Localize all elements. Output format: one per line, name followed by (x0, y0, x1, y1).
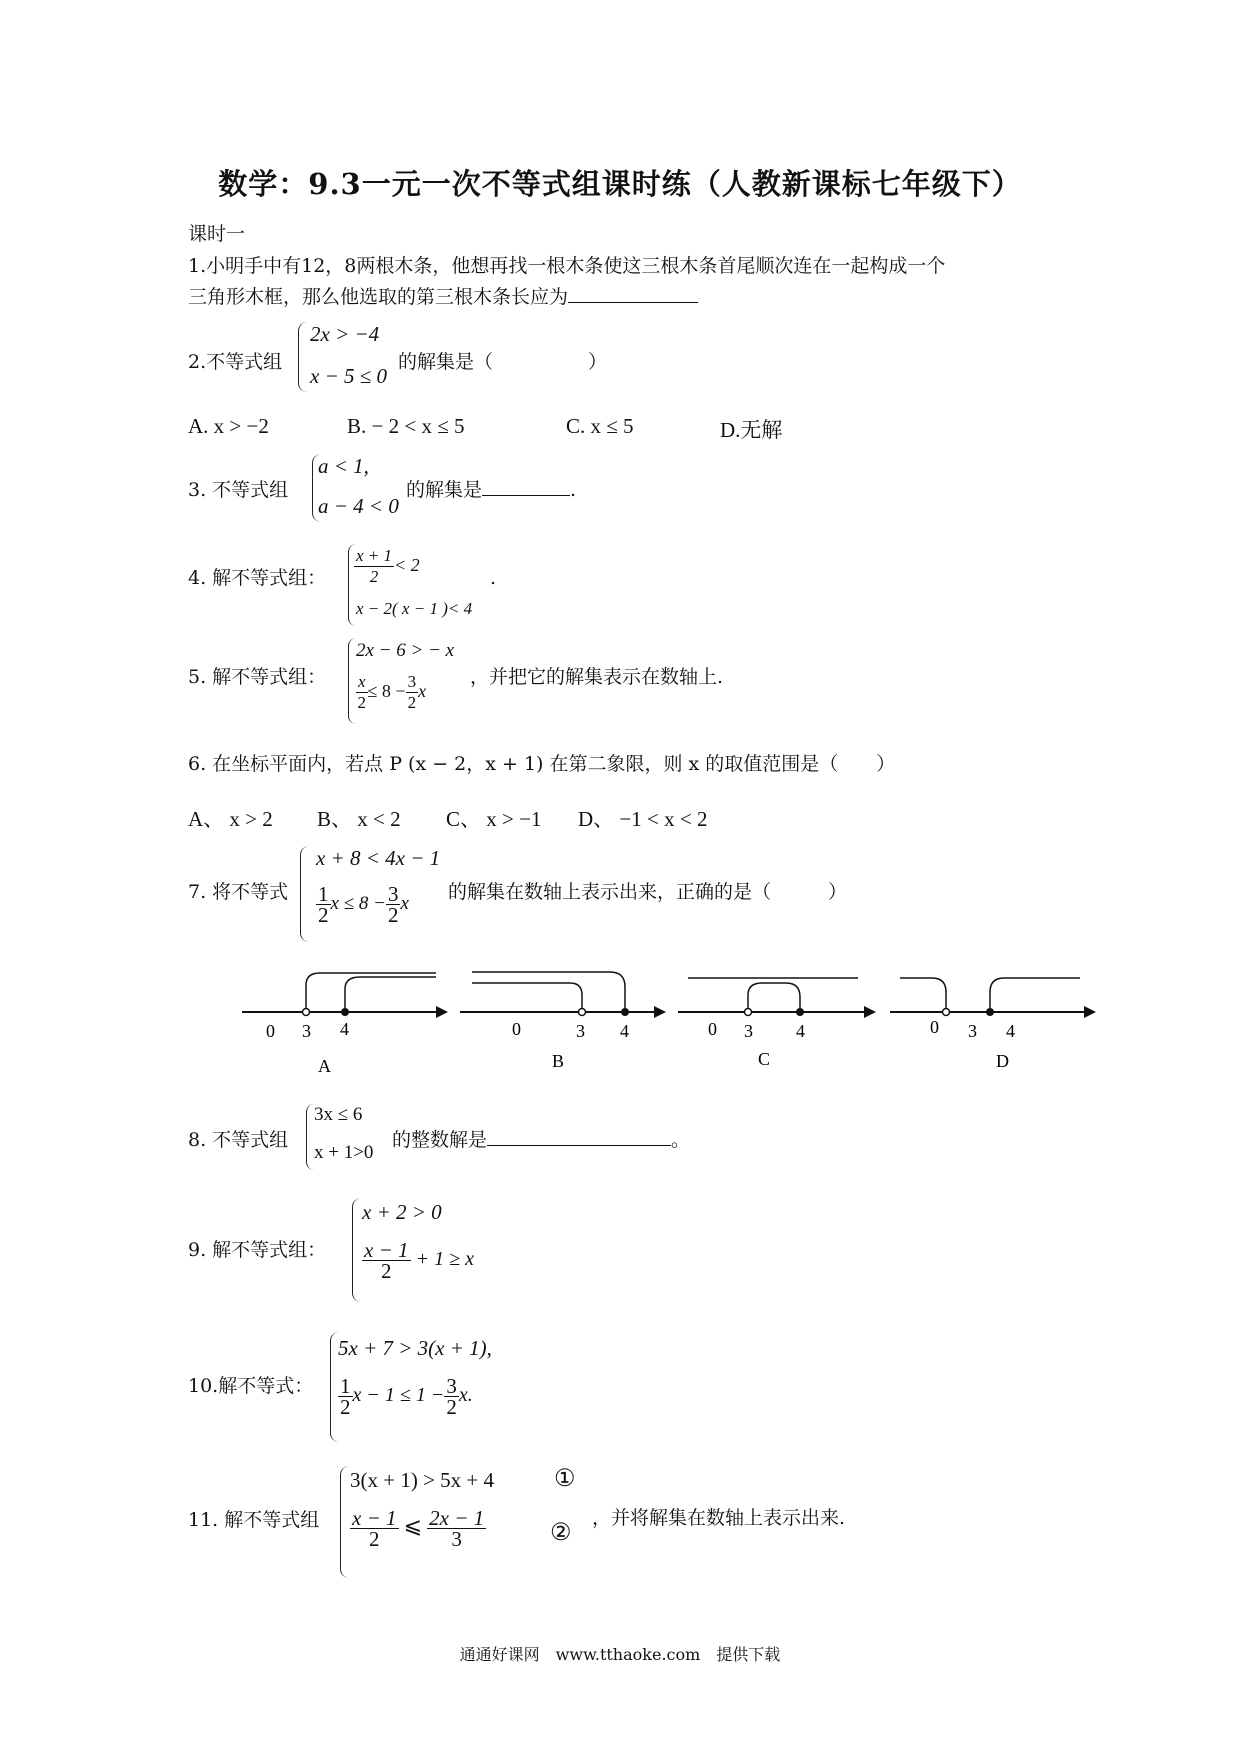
q6-option-c: C、 x > −1 (446, 807, 542, 831)
numberline-b (460, 972, 666, 1071)
q8-tail-text: 的整数解是 (392, 1129, 488, 1151)
q6-option-b: B、 x < 2 (317, 807, 401, 831)
q11-tail: ，并将解集在数轴上表示出来. (592, 1507, 846, 1529)
q11-mark-2: ② (550, 1518, 572, 1546)
q5-fraction-x2: $\frac{x}{2}$ (357, 672, 367, 712)
numberline-d (890, 978, 1096, 1071)
q1-line1: 1.小明手中有12，8两根木条，他想再找一根木条使这三根木条首尾顺次连在一起构成一个 (188, 255, 946, 277)
q8-answer-blank (487, 1145, 671, 1146)
range-a-from-3 (306, 973, 436, 1012)
q7-eq2-x: x (400, 893, 409, 914)
q11-denominator-2: 3 (451, 1527, 462, 1551)
q6-option-d: D、 −1 < x < 2 (578, 807, 708, 831)
tick-c-4: 4 (796, 1021, 805, 1041)
q10-label: 10.解不等式： (188, 1375, 314, 1397)
q10-eq1: 5x + 7 > 3(x + 1), (338, 1336, 492, 1360)
open-dot-c-3 (745, 1009, 752, 1016)
q1-line2 (188, 285, 698, 309)
q8-end: 。 (671, 1129, 691, 1151)
q5-tail: ，并把它的解集表示在数轴上. (470, 666, 724, 688)
q5-eq2-mid: ≤ 8 − (367, 681, 406, 701)
q7-fraction-32: $\frac{3}{2}$ (387, 882, 399, 927)
q2-brace (298, 322, 307, 392)
q2-option-b: B. − 2 < x ≤ 5 (347, 414, 465, 438)
q4-eq2: x − 2( x − 1 )< 4 (356, 599, 473, 618)
q8-eq2: x + 1>0 (314, 1142, 374, 1163)
range-d-left (900, 978, 946, 1012)
q5-eq2 (356, 672, 426, 713)
range-d-right (990, 978, 1080, 1012)
q7-number-lines (230, 955, 1110, 1095)
q2-option-c: C. x ≤ 5 (566, 414, 634, 438)
label-c: C (758, 1049, 771, 1069)
q8-eq1: 3x ≤ 6 (314, 1104, 363, 1125)
axis-arrow-b (654, 1006, 666, 1018)
tick-d-0: 0 (930, 1017, 939, 1037)
q11-fraction-1 (350, 1508, 399, 1549)
q10-fraction-32: $\frac{3}{2}$ (446, 1374, 457, 1419)
q7-eq2 (316, 884, 409, 925)
q2-eq1: 2x > −4 (310, 322, 380, 346)
q4-eq1 (354, 546, 420, 587)
q10-fraction-12: $\frac{1}{2}$ (340, 1374, 351, 1419)
q11-brace (340, 1466, 349, 1578)
tick-b-4: 4 (620, 1021, 629, 1041)
q3-label: 3. 不等式组 (188, 479, 289, 501)
filled-dot-d-4 (986, 1008, 994, 1016)
q11-mark-1: ① (554, 1464, 576, 1492)
q3-eq2: a − 4 < 0 (318, 494, 399, 518)
q9-numerator: x − 1 (364, 1238, 409, 1262)
q2-option-a: A. x > −2 (188, 414, 269, 438)
filled-dot-a-4 (341, 1008, 349, 1016)
range-b-to-3 (472, 983, 582, 1012)
q7-tail: 的解集在数轴上表示出来，正确的是（ ） (448, 881, 848, 903)
q5-fraction-32: $\frac{3}{2}$ (407, 672, 417, 712)
filled-dot-c-4 (796, 1008, 804, 1016)
q7-label: 7. 将不等式 (188, 881, 289, 903)
q10-eq2 (338, 1376, 473, 1417)
filled-dot-b-4 (621, 1008, 629, 1016)
axis-arrow-c (864, 1006, 876, 1018)
tick-c-3: 3 (744, 1021, 753, 1041)
section-label: 课时一 (188, 223, 246, 245)
q6-text: 6. 在坐标平面内，若点 P (x − 2，x + 1) 在第二象限，则 x 的取值范围是（ ） (188, 753, 896, 775)
q11-leq: ⩽ (403, 1513, 423, 1538)
q8-tail (392, 1128, 690, 1152)
q11-eq1: 3(x + 1) > 5x + 4 (350, 1468, 495, 1492)
q9-brace (352, 1198, 361, 1302)
q1-answer-blank (568, 302, 698, 303)
q10-eq2-x: x. (458, 1384, 473, 1406)
q9-eq2 (362, 1240, 474, 1281)
q3-tail (406, 478, 576, 502)
tick-b-3: 3 (576, 1021, 585, 1041)
q2-tail: 的解集是（ ） (398, 351, 608, 373)
tick-d-4: 4 (1006, 1021, 1015, 1041)
q1-line2-text: 三角形木框，那么他选取的第三根木条长应为 (188, 286, 569, 308)
q5-eq2-x: x (418, 681, 427, 701)
q6-option-a: A、 x > 2 (188, 807, 273, 831)
q4-fraction (354, 546, 394, 587)
q2-eq2: x − 5 ≤ 0 (310, 364, 388, 388)
q4-eq1-rest: < 2 (394, 555, 420, 575)
numberline-a (242, 973, 448, 1076)
q9-eq1: x + 2 > 0 (362, 1200, 442, 1224)
footer-credit: 通通好课网 www.tthaoke.com 提供下载 (459, 1645, 781, 1664)
q3-eq1: a < 1, (318, 454, 369, 478)
q7-brace (300, 846, 309, 942)
q9-fraction (362, 1240, 411, 1281)
axis-arrow-d (1084, 1006, 1096, 1018)
label-d: D (996, 1051, 1009, 1071)
q4-label: 4. 解不等式组： (188, 567, 327, 589)
page-title: 数学：9.3一元一次不等式组课时练（人教新课标七年级下） (218, 167, 1022, 201)
open-dot-a-3 (303, 1009, 310, 1016)
q11-numerator-2: 2x − 1 (429, 1506, 485, 1530)
q4-end: . (490, 567, 497, 589)
tick-a-4: 4 (340, 1019, 349, 1039)
q8-label: 8. 不等式组 (188, 1129, 289, 1151)
tick-c-0: 0 (708, 1019, 717, 1039)
range-a-from-4 (345, 977, 436, 1012)
label-a: A (318, 1056, 331, 1076)
q3-answer-blank (482, 495, 570, 496)
tick-a-0: 0 (266, 1021, 275, 1041)
label-b: B (552, 1051, 565, 1071)
q9-denominator: 2 (381, 1259, 392, 1283)
q11-fraction-2 (427, 1508, 486, 1549)
q7-eq1: x + 8 < 4x − 1 (316, 846, 441, 870)
q11-label: 11. 解不等式组 (188, 1509, 320, 1531)
q9-label: 9. 解不等式组： (188, 1239, 327, 1261)
tick-b-0: 0 (512, 1019, 521, 1039)
q7-eq2-mid: x ≤ 8 − (330, 893, 386, 914)
tick-a-3: 3 (302, 1021, 311, 1041)
open-dot-d-3 (943, 1009, 950, 1016)
axis-arrow-a (436, 1006, 448, 1018)
open-dot-b-3 (579, 1009, 586, 1016)
q10-eq2-mid: x − 1 ≤ 1 − (352, 1384, 445, 1406)
q3-end: . (570, 479, 577, 501)
q4-numerator: x + 1 (356, 546, 393, 565)
q5-label: 5. 解不等式组： (188, 666, 327, 688)
q11-denominator-1: 2 (369, 1527, 380, 1551)
q9-eq2-rest: + 1 ≥ x (415, 1248, 474, 1270)
numberline-c (678, 978, 876, 1069)
q7-fraction-12: $\frac{1}{2}$ (318, 882, 329, 927)
q11-numerator-1: x − 1 (352, 1506, 397, 1530)
range-c-between (748, 983, 800, 1012)
tick-d-3: 3 (968, 1021, 977, 1041)
q2-option-d: D.无解 (720, 418, 783, 442)
q5-brace (348, 638, 356, 724)
q5-eq1: 2x − 6 > − x (356, 640, 455, 661)
q4-denominator: 2 (369, 567, 379, 586)
q11-eq2 (350, 1508, 486, 1549)
q8-brace (306, 1104, 314, 1170)
q2-label: 2.不等式组 (188, 351, 283, 373)
q3-tail-text: 的解集是 (406, 479, 483, 501)
range-b-to-4 (472, 972, 625, 1012)
